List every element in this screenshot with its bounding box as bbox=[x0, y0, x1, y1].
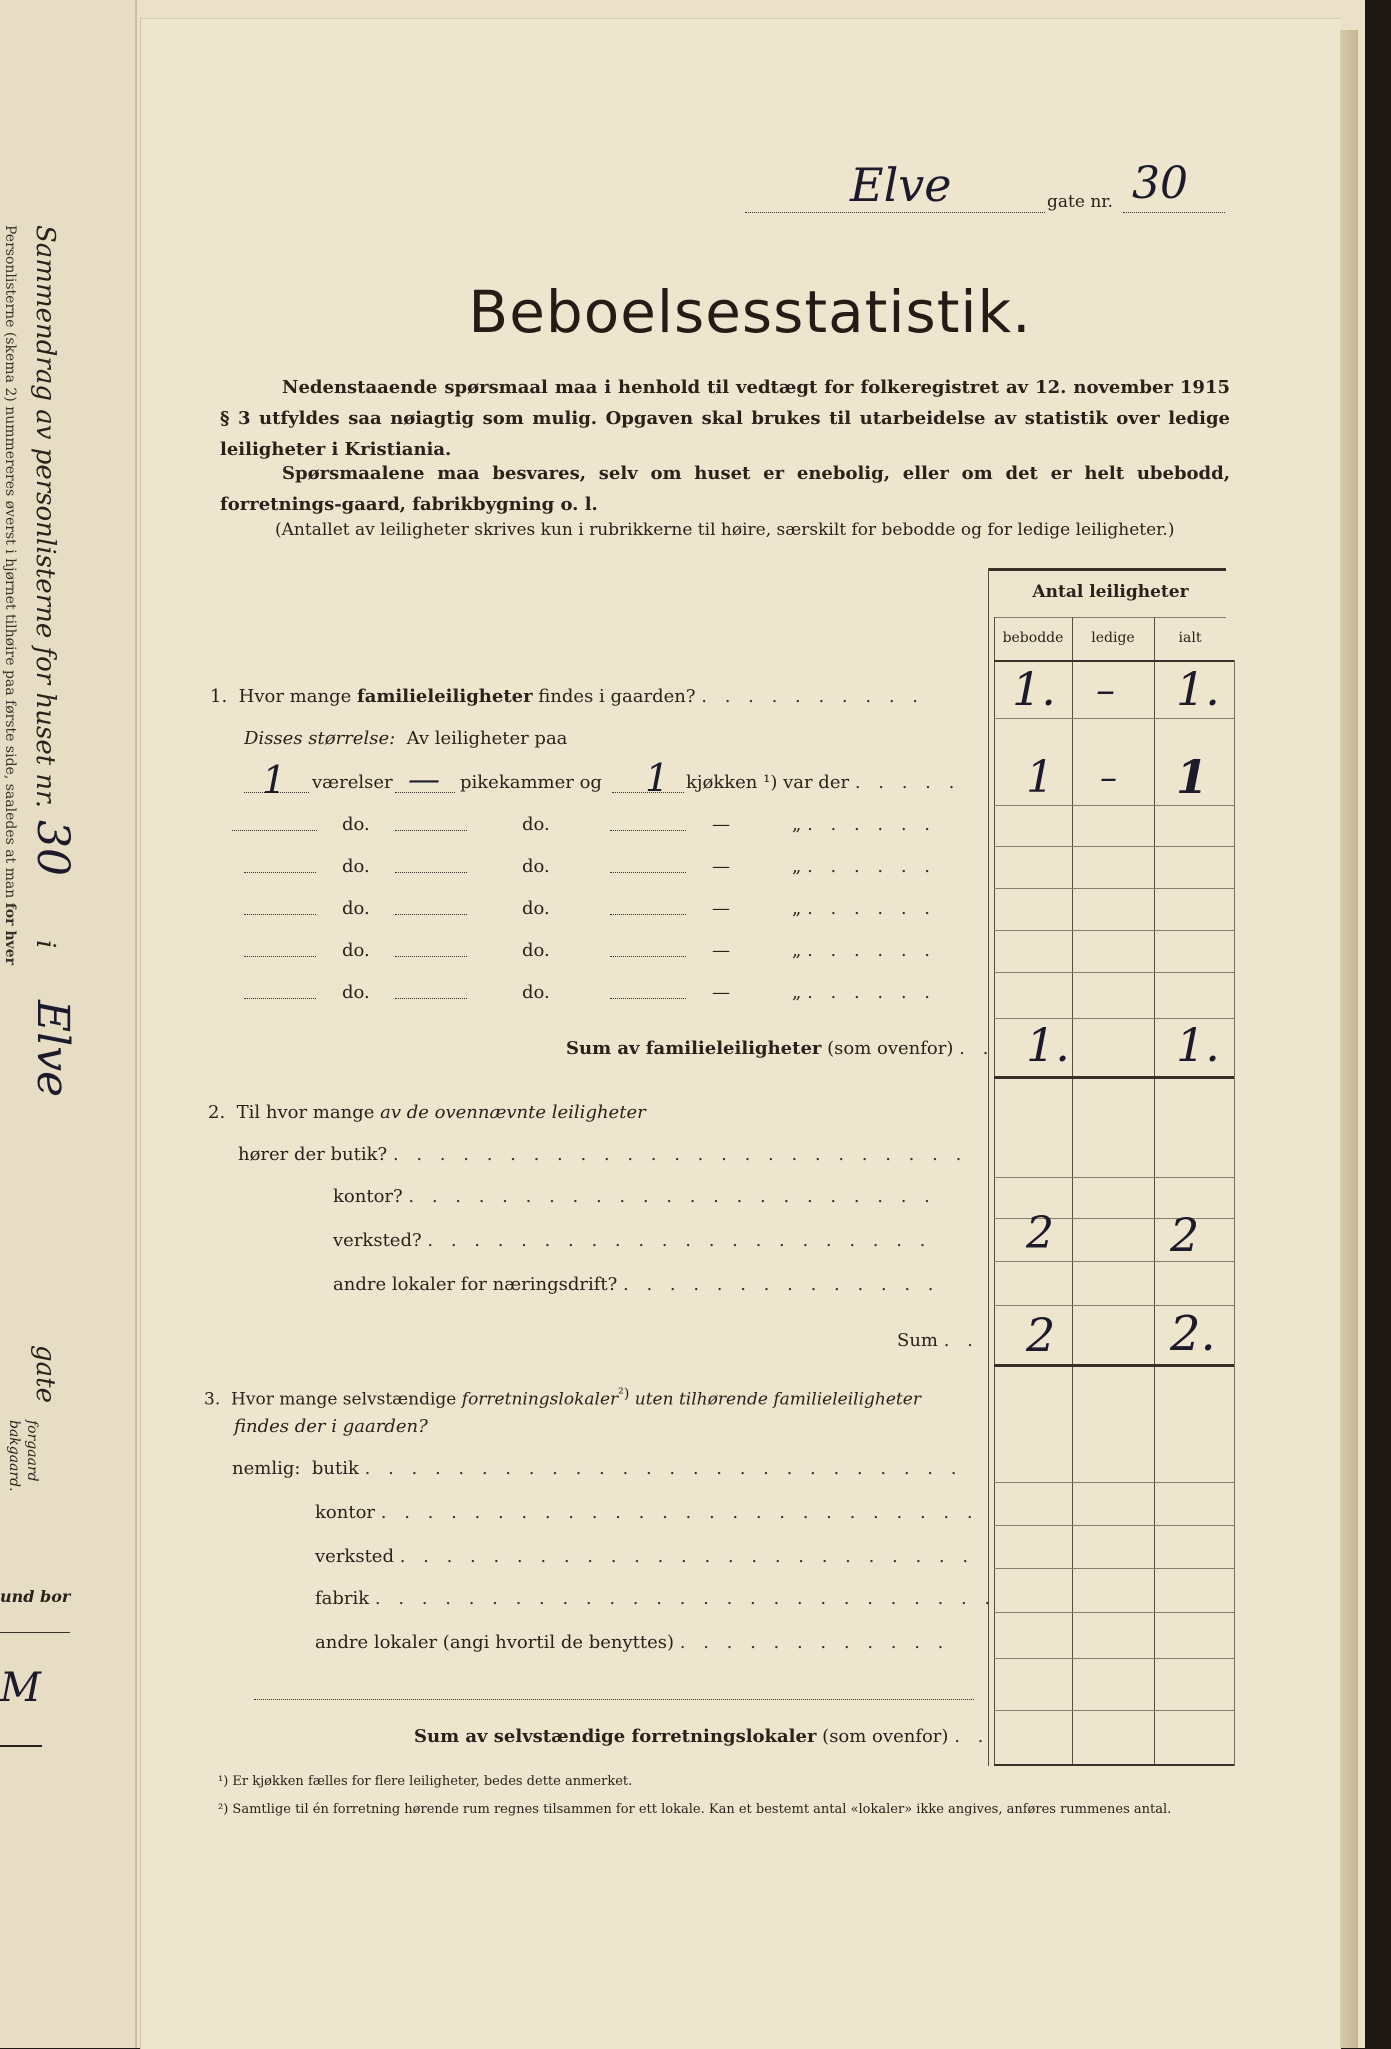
row-rule bbox=[994, 930, 1234, 931]
size-answer-ialt: 1 bbox=[1176, 750, 1209, 804]
strip-street: Elve bbox=[27, 1000, 78, 1098]
intro-paragraph-2: Spørsmaalene maa besvares, selv om huset er enebolig, eller om det er helt ubebodd, forretnings-gaard, fabrikbygning o. l. bbox=[220, 463, 1230, 515]
strip-hand-mark: M bbox=[0, 1665, 41, 1711]
intro-paragraph-1: Nedenstaaende spørsmaal maa i henhold til vedtægt for folkeregistret av 12. november 1915 § 3 utfyldes saa nøiagtig som mulig. Opgaven skal brukes til utarbeidelse av statistik over ledige leiligheter i Kristiania. bbox=[220, 377, 1230, 460]
strip-forgaard: forgaard bbox=[24, 1420, 40, 1482]
row-rule bbox=[994, 1177, 1234, 1178]
strip-bakgaard: bakgaard. bbox=[6, 1420, 22, 1492]
size-answer-bebodde: 1 bbox=[1026, 752, 1054, 803]
q1-answer-bebodde: 1. bbox=[1012, 662, 1056, 716]
q2-row-andre: andre lokaler for næringsdrift? . . . . . . . . . . . . . . bbox=[333, 1274, 940, 1295]
strip-hand-stroke bbox=[0, 1745, 42, 1747]
strip-house-number: 30 bbox=[27, 820, 78, 876]
strip-subtext: Personlisterne (skema 2) nummereres øverst i hjørnet tilhøire paa første side, saaledes at man for hver bbox=[2, 225, 18, 965]
q2-sum-bebodde: 2 bbox=[1026, 1308, 1056, 1362]
strip-i-label: i bbox=[30, 940, 60, 949]
q1-size-label: Disses størrelse: Av leiligheter paa bbox=[244, 728, 568, 749]
q1-sum: Sum av familieleiligheter (som ovenfor) . . bbox=[566, 1038, 995, 1059]
row-rule bbox=[994, 1525, 1234, 1526]
q3-row-andre: andre lokaler (angi hvortil de benyttes) . . . . . . . . . . . . bbox=[315, 1632, 950, 1653]
maids-value: — bbox=[408, 760, 440, 798]
q3-question-line2: findes der i gaarden? bbox=[234, 1416, 428, 1437]
q3-row-fabrik: fabrik . . . . . . . . . . . . . . . . . . . . . . . . . . . bbox=[315, 1588, 997, 1609]
q2-row-kontor: kontor? . . . . . . . . . . . . . . . . . . . . . . . bbox=[333, 1186, 936, 1207]
row-rule bbox=[994, 1482, 1234, 1483]
intro-note: (Antallet av leiligheter skrives kun i rubrikkerne til høire, særskilt for bebodde og for ledige leiligheter.) bbox=[275, 520, 1175, 540]
gate-number-line bbox=[1123, 212, 1225, 213]
q2-row-butik: hører der butik? . . . . . . . . . . . . . . . . . . . . . . . . . bbox=[238, 1144, 968, 1165]
footnote-1: ¹) Er kjøkken fælles for flere leiligheter, bedes dette anmerket. bbox=[218, 1774, 633, 1789]
row-rule bbox=[994, 846, 1234, 847]
table-vline-1 bbox=[988, 568, 989, 1766]
table-header-rule bbox=[994, 617, 1226, 618]
row-rule bbox=[994, 718, 1234, 719]
rooms-label: værelser bbox=[312, 772, 393, 793]
table-top-rule bbox=[988, 568, 1226, 571]
col-ialt: ialt bbox=[1178, 630, 1202, 646]
table-vline-4 bbox=[1154, 617, 1155, 1766]
page-edge bbox=[1340, 30, 1358, 2048]
q1-sum-ialt: 1. bbox=[1176, 1018, 1220, 1072]
strip-gate: gate bbox=[30, 1345, 60, 1403]
table-group-header: Antal leiligheter bbox=[1032, 582, 1189, 602]
q3-free-line bbox=[254, 1699, 974, 1700]
q1-question: 1. Hvor mange familieleiligheter findes i gaarden? . . . . . . . . . . bbox=[210, 686, 924, 707]
col-ledige: ledige bbox=[1091, 630, 1135, 646]
kitchens-value: 1 bbox=[645, 756, 670, 800]
col-bebodde: bebodde bbox=[1002, 630, 1064, 646]
kitchens-label: kjøkken ¹) var der . . . . . bbox=[686, 772, 961, 793]
q2-sum: Sum . . bbox=[897, 1330, 979, 1351]
q2-verksted-bebodde: 2 bbox=[1026, 1208, 1054, 1259]
row-rule bbox=[994, 1658, 1234, 1659]
q2-row-verksted: verksted? . . . . . . . . . . . . . . . . . . . . . . bbox=[333, 1230, 932, 1251]
size-answer-ledige: – bbox=[1100, 758, 1117, 798]
street-dotted-line bbox=[745, 212, 1045, 213]
table-bottom-rule bbox=[994, 1764, 1234, 1766]
sum2-rule bbox=[994, 1364, 1234, 1367]
table-vline-5 bbox=[1234, 660, 1235, 1766]
row-rule bbox=[994, 888, 1234, 889]
sum1-rule bbox=[994, 1076, 1234, 1079]
q1-sum-bebodde: 1. bbox=[1026, 1018, 1070, 1072]
gate-number: 30 bbox=[1132, 158, 1188, 209]
q1-answer-ialt: 1. bbox=[1176, 662, 1220, 716]
rooms-value: 1 bbox=[262, 758, 287, 802]
q3-row-kontor: kontor . . . . . . . . . . . . . . . . . . . . . . . . . . bbox=[315, 1502, 979, 1523]
row-rule bbox=[994, 805, 1234, 806]
q3-row-butik: nemlig: butik . . . . . . . . . . . . . . . . . . . . . . . . . . bbox=[232, 1458, 963, 1479]
table-vline-3 bbox=[1072, 617, 1073, 1766]
maids-label: pikekammer og bbox=[460, 772, 602, 793]
q2-sum-ialt: 2. bbox=[1170, 1306, 1216, 1362]
row-rule bbox=[994, 1710, 1234, 1711]
row-rule bbox=[994, 1612, 1234, 1613]
strip-rule bbox=[0, 1632, 70, 1633]
q3-row-verksted: verksted . . . . . . . . . . . . . . . . . . . . . . . . . bbox=[315, 1546, 975, 1567]
q2-verksted-ialt: 2 bbox=[1170, 1208, 1200, 1262]
row-rule bbox=[994, 972, 1234, 973]
street-value: Elve bbox=[850, 158, 952, 212]
page-title: Beboelsesstatistik. bbox=[468, 278, 1032, 346]
q2-question: 2. Til hvor mange av de ovennævnte leiligheter bbox=[208, 1102, 646, 1123]
q3-sum: Sum av selvstændige forretningslokaler (som ovenfor) . . bbox=[414, 1726, 990, 1747]
gate-label: gate nr. bbox=[1047, 192, 1113, 212]
q1-answer-ledige: – bbox=[1096, 668, 1115, 712]
footnote-2: ²) Samtlige til én forretning hørende rum regnes tilsammen for ett lokale. Kan et bestemt antal «lokaler» ikke angives, anføres rummenes antal. bbox=[218, 1802, 1172, 1817]
strip-heading: Sammendrag av personlisterne for huset nr. bbox=[30, 225, 60, 809]
strip-und-bor: und bor bbox=[0, 1587, 71, 1606]
row-rule bbox=[994, 1568, 1234, 1569]
q3-question: 3. Hvor mange selvstændige forretningslokaler$^{^2)}$ uten tilhørende familieleiligheter bbox=[204, 1386, 921, 1410]
